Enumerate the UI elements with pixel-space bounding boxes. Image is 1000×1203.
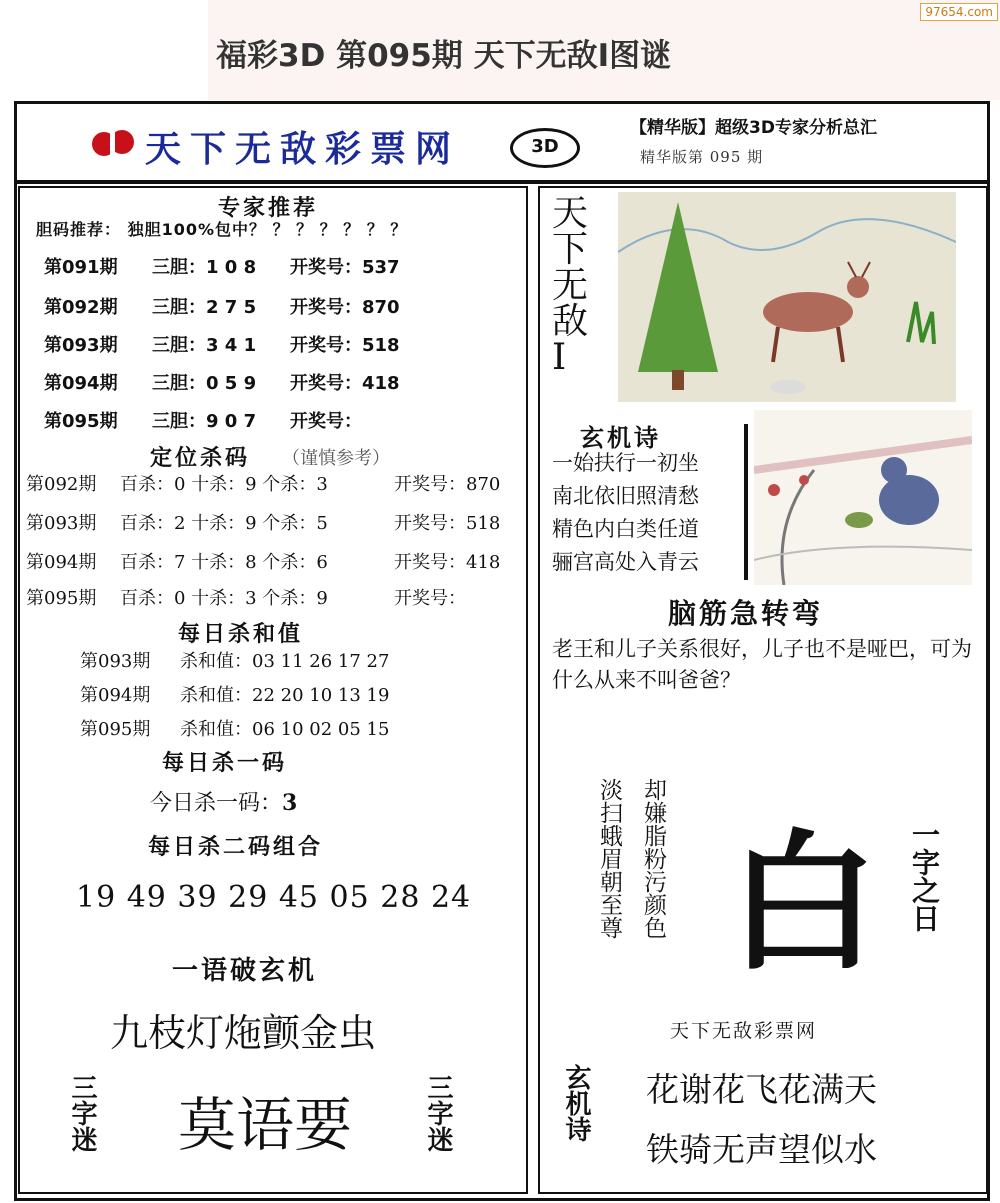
kill-two-title: 每日杀二码组合 xyxy=(148,835,324,860)
kill-sum-value: 杀和值：06 10 02 05 15 xyxy=(180,719,390,740)
bottom-poem-line: 花谢花飞花满天 xyxy=(646,1070,877,1109)
expert-row-period: 第091期 xyxy=(44,257,118,278)
position-kill-draw: 开奖号：518 xyxy=(394,513,501,534)
expert-title: 专家推荐 xyxy=(218,196,319,221)
expert-row-draw: 开奖号：537 xyxy=(290,257,400,278)
position-kill-draw: 开奖号：418 xyxy=(394,552,501,573)
expert-row-dan: 三胆：9 0 7 xyxy=(152,411,257,432)
cat-illustration xyxy=(754,410,972,585)
expert-row-dan: 三胆：3 4 1 xyxy=(152,335,257,356)
kill-sum-value: 杀和值：22 20 10 13 19 xyxy=(180,685,390,706)
one-char-label: 一字之日 xyxy=(908,820,941,932)
riddle-line-title: 一语破玄机 xyxy=(172,956,318,986)
three-char-label-left: 三字迷 xyxy=(67,1074,97,1152)
header-divider xyxy=(14,180,990,184)
riddle-line-text: 九枝灯炧颤金虫 xyxy=(110,1011,377,1055)
expert-row-period: 第092期 xyxy=(44,297,118,318)
vertical-title: 天下无敌Ⅰ xyxy=(552,193,589,378)
poem-divider xyxy=(744,424,748,580)
kill-one-line: 今日杀一码：3 xyxy=(150,790,298,816)
expert-row-dan: 三胆：0 5 9 xyxy=(152,373,257,394)
vertical-poem-col1: 却嫌脂粉污颜色 xyxy=(640,778,666,939)
position-kill-draw: 开奖号：870 xyxy=(394,474,501,495)
position-kill-values: 百杀：7 十杀：8 个杀：6 xyxy=(120,552,328,573)
position-kill-values: 百杀：0 十杀：9 个杀：3 xyxy=(120,474,328,495)
poem-line: 南北依旧照清愁 xyxy=(552,484,699,508)
position-kill-period: 第092期 xyxy=(26,474,97,495)
deer-tree-illustration xyxy=(618,192,956,402)
poem-title: 玄机诗 xyxy=(580,424,661,452)
3d-badge: 3D xyxy=(510,128,580,168)
position-kill-title: 定位杀码 xyxy=(150,446,251,471)
poem-line: 精色内白类任道 xyxy=(552,517,699,541)
vertical-poem-col2: 淡扫蛾眉朝至尊 xyxy=(596,778,622,939)
position-kill-period: 第095期 xyxy=(26,588,97,609)
brain-teaser-question: 老王和儿子关系很好，儿子也不是哑巴，可为什么从来不叫爸爸？ xyxy=(552,637,972,692)
site-footer: 天下无敌彩票网 xyxy=(670,1020,818,1042)
position-kill-draw: 开奖号： xyxy=(394,588,466,609)
three-char-riddle: 莫语要 xyxy=(178,1091,353,1159)
kill-two-numbers: 19 49 39 29 45 05 28 24 xyxy=(76,880,472,915)
position-kill-values: 百杀：2 十杀：9 个杀：5 xyxy=(120,513,328,534)
site-name: 天下无敌彩票网 xyxy=(145,128,461,170)
bottom-poem-label: 玄机诗 xyxy=(561,1064,591,1142)
page-title: 福彩3D 第095期 天下无敌Ⅰ图谜 xyxy=(216,38,672,74)
expert-row-period: 第093期 xyxy=(44,335,118,356)
expert-row-dan: 三胆：1 0 8 xyxy=(152,257,257,278)
kill-sum-period: 第094期 xyxy=(80,685,151,706)
kill-sum-period: 第095期 xyxy=(80,719,151,740)
watermark-link[interactable]: 97654.com xyxy=(920,3,998,21)
position-kill-note: （谨慎参考） xyxy=(282,448,390,469)
position-kill-values: 百杀：0 十杀：3 个杀：9 xyxy=(120,588,328,609)
kill-sum-value: 杀和值：03 11 26 17 27 xyxy=(180,651,390,672)
expert-row-dan: 三胆：2 7 5 xyxy=(152,297,257,318)
bottom-poem-line: 铁骑无声望似水 xyxy=(646,1130,877,1169)
edition-label: 【精华版】超级3D专家分析总汇 xyxy=(630,118,877,138)
expert-row-draw: 开奖号：870 xyxy=(290,297,400,318)
expert-row-draw: 开奖号：418 xyxy=(290,373,400,394)
lottery-logo-icon xyxy=(90,126,136,160)
position-kill-period: 第094期 xyxy=(26,552,97,573)
kill-sum-period: 第093期 xyxy=(80,651,151,672)
poem-line: 骊宫高处入青云 xyxy=(552,550,699,574)
poem-line: 一始扶行一初坐 xyxy=(552,451,699,475)
brain-teaser-title: 脑筋急转弯 xyxy=(668,597,824,630)
position-kill-period: 第093期 xyxy=(26,513,97,534)
kill-sum-title: 每日杀和值 xyxy=(178,622,304,647)
expert-row-period: 第095期 xyxy=(44,411,118,432)
issue-line: 精华版第 095 期 xyxy=(640,148,764,166)
three-char-label-right: 三字迷 xyxy=(423,1074,453,1152)
expert-row-period: 第094期 xyxy=(44,373,118,394)
dan-line: 胆码推荐： 独胆100%包中？ ？ ？ ？ ？ ？ ？ xyxy=(36,220,408,239)
expert-row-draw: 开奖号： xyxy=(290,411,362,432)
expert-row-draw: 开奖号：518 xyxy=(290,335,400,356)
kill-one-title: 每日杀一码 xyxy=(162,751,288,776)
big-character: 白 xyxy=(728,815,879,991)
